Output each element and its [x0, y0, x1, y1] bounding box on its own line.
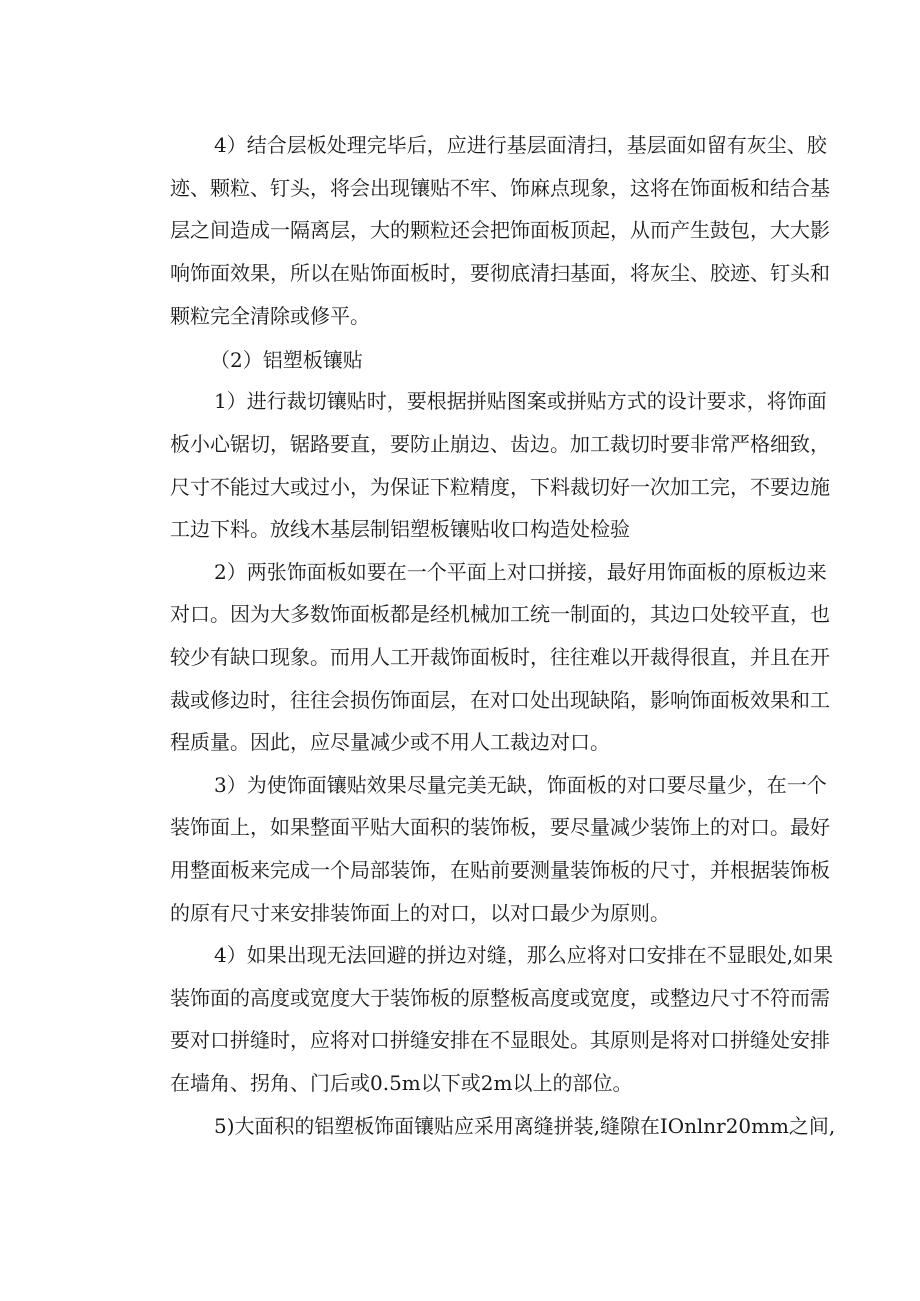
paragraph-2-line-5: 程质量。因此，应尽量减少或不用人工裁边对口。 [170, 730, 610, 754]
paragraph-2-line-4: 裁或修边时，往往会损伤饰面层，在对口处出现缺陷，影响饰面板效果和工 [170, 688, 830, 712]
paragraph-2-line-1: 2）两张饰面板如要在一个平面上对口拼接，最好用饰面板的原板边来 [214, 560, 827, 584]
paragraph-4-line-3: 层之间造成一隔离层，大的颗粒还会把饰面板顶起，从而产生鼓包，大大影 [170, 218, 830, 242]
paragraph-4-line-2: 迹、颗粒、钉头，将会出现镶贴不牢、饰麻点现象，这将在饰面板和结合基 [170, 176, 830, 200]
paragraph-2-line-2: 对口。因为大多数饰面板都是经机械加工统一制面的，其边口处较平直，也 [170, 602, 830, 626]
paragraph-4-line-4: 响饰面效果，所以在贴饰面板时，要彻底清扫基面，将灰尘、胶迹、钉头和 [170, 261, 830, 285]
paragraph-3-line-2: 装饰面上，如果整面平贴大面积的装饰板，要尽量减少装饰上的对口。最好 [170, 815, 830, 839]
paragraph-4b-line-4: 在墙角、拐角、门后或0.5m以下或2m以上的部位。 [170, 1071, 633, 1095]
paragraph-3-line-1: 3）为使饰面镶贴效果尽量完美无缺，饰面板的对口要尽量少，在一个 [214, 773, 827, 797]
paragraph-1-line-4: 工边下料。放线木基层制铝塑板镶贴收口构造处检验 [170, 517, 630, 541]
section-heading: （2）铝塑板镶贴 [210, 348, 363, 372]
paragraph-1-line-1: 1）进行裁切镶贴时，要根据拼贴图案或拼贴方式的设计要求，将饰面 [214, 389, 827, 413]
paragraph-3-line-3: 用整面板来完成一个局部装饰，在贴前要测量装饰板的尺寸，并根据装饰板 [170, 858, 830, 882]
paragraph-4-line-5: 颗粒完全清除或修平。 [170, 304, 370, 328]
paragraph-4b-line-3: 要对口拼缝时，应将对口拼缝安排在不显眼处。其原则是将对口拼缝处安排 [170, 1028, 830, 1052]
paragraph-4b-line-1: 4）如果出现无法回避的拼边对缝，那么应将对口安排在不显眼处,如果 [214, 943, 834, 967]
paragraph-1-line-2: 板小心锯切，锯路要直，要防止崩边、齿边。加工裁切时要非常严格细致， [170, 432, 830, 456]
paragraph-5-line-1: 5)大面积的铝塑板饰面镶贴应采用离缝拼装,缝隙在IOnlnr20mm之间, [214, 1114, 836, 1138]
paragraph-4b-line-2: 装饰面的高度或宽度大于装饰板的原整板高度或宽度，或整边尺寸不符而需 [170, 986, 830, 1010]
paragraph-4-line-1: 4）结合层板处理完毕后，应进行基层面清扫，基层面如留有灰尘、胶 [214, 133, 827, 157]
paragraph-2-line-3: 较少有缺口现象。而用人工开裁饰面板时，往往难以开裁得很直，并且在开 [170, 645, 830, 669]
paragraph-3-line-4: 的原有尺寸来安排装饰面上的对口，以对口最少为原则。 [170, 901, 670, 925]
paragraph-1-line-3: 尺寸不能过大或过小，为保证下粒精度，下料裁切好一次加工完，不要边施 [170, 475, 830, 499]
